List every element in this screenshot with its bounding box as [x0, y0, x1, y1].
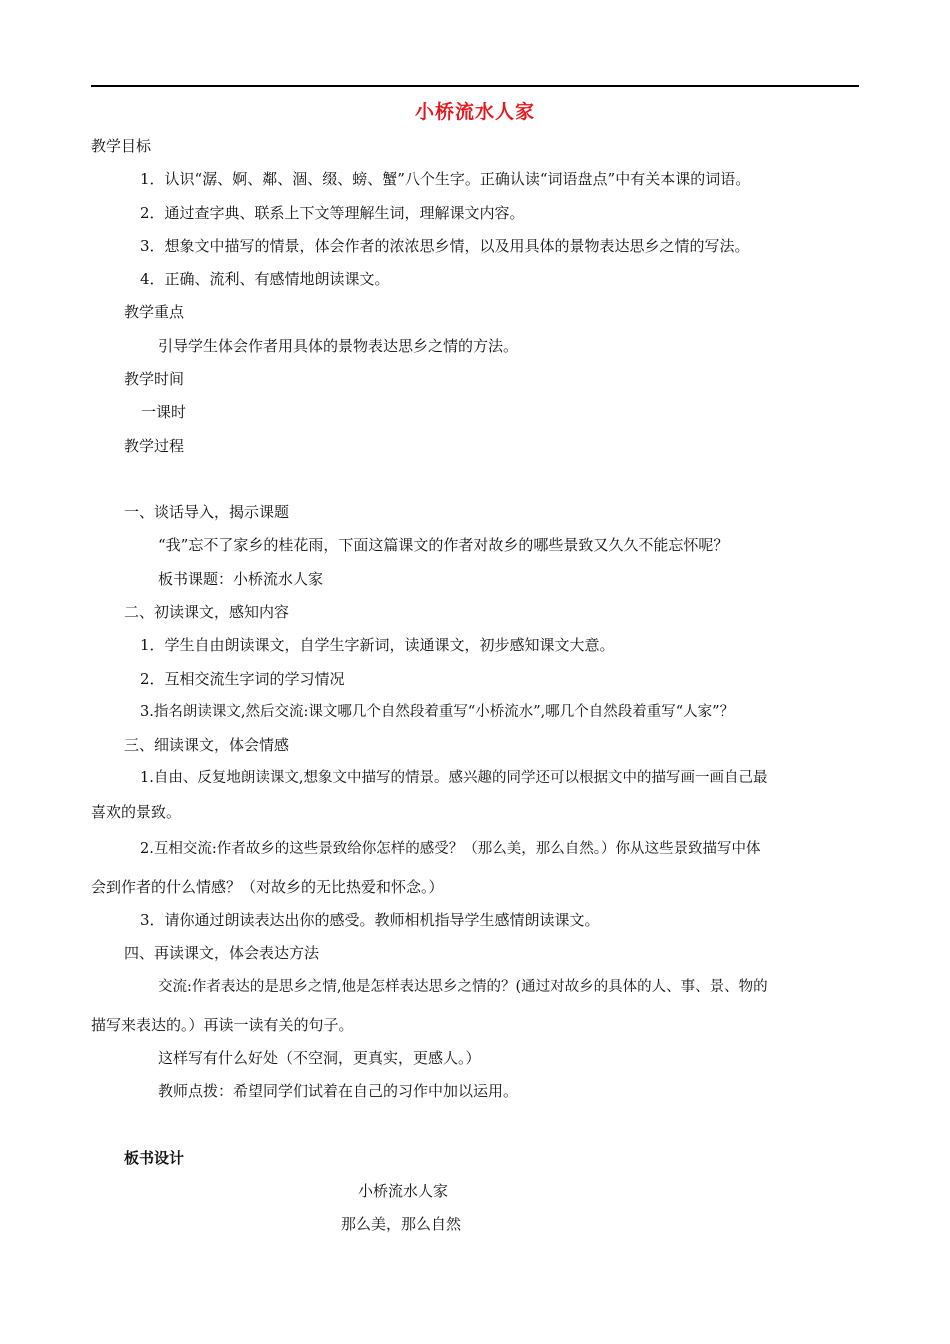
time-text: 一课时: [141, 403, 187, 421]
paragraph: “我”忘不了家乡的桂花雨，下面这篇课文的作者对故乡的哪些景致又久久不能忘怀呢？: [158, 536, 729, 554]
top-rule: [91, 85, 859, 87]
list-item: 3.指名朗读课文,然后交流:课文哪几个自然段着重写“小桥流水”,哪几个自然段着重写“人家”？: [140, 704, 735, 720]
goal-item: 4．正确、流利、有感情地朗读课文。: [140, 270, 390, 288]
paragraph: 这样写有什么好处（不空洞，更真实，更感人。）: [158, 1049, 481, 1067]
paragraph: 2.互相交流:作者故乡的这些景致给你怎样的感受？（那么美，那么自然。）你从这些景致描写中体: [140, 841, 761, 857]
focus-text: 引导学生体会作者用具体的景物表达思乡之情的方法。: [158, 337, 519, 355]
section-heading: 二、初读课文，感知内容: [124, 603, 290, 621]
paragraph: 会到作者的什么情感？（对故乡的无比热爱和怀念。）: [91, 878, 444, 896]
paragraph: 1.自由、反复地朗读课文,想象文中描写的情景。感兴趣的同学还可以根据文中的描写画一画自己最: [140, 770, 768, 786]
board-line: 那么美，那么自然: [341, 1215, 462, 1233]
section-heading: 一、谈话导入，揭示课题: [124, 503, 290, 521]
paragraph: 喜欢的景致。: [91, 803, 182, 821]
list-item: 2．互相交流生字词的学习情况: [140, 670, 345, 688]
goal-item: 1．认识“潺、婀、鄰、涸、缀、螃、蟹”八个生字。正确认读“词语盘点”中有关本课的词语。: [140, 170, 751, 188]
focus-heading: 教学重点: [124, 303, 185, 321]
paragraph: 描写来表达的。）再读一读有关的句子。: [91, 1016, 354, 1034]
section-heading: 三、细读课文，体会情感: [124, 736, 290, 754]
paragraph: 教师点拨：希望同学们试着在自己的习作中加以运用。: [158, 1082, 519, 1100]
page-title: 小桥流水人家: [414, 101, 535, 123]
board-heading: 板书设计: [124, 1149, 185, 1167]
board-line: 小桥流水人家: [358, 1182, 449, 1200]
paragraph: 板书课题：小桥流水人家: [158, 570, 324, 588]
paragraph: 交流:作者表达的是思乡之情,他是怎样表达思乡之情的？(通过对故乡的具体的人、事、景、物的: [158, 979, 768, 995]
paragraph: 3．请你通过朗读表达出你的感受。教师相机指导学生感情朗读课文。: [140, 911, 600, 929]
time-heading: 教学时间: [124, 370, 185, 388]
section-heading: 四、再读课文，体会表达方法: [124, 944, 320, 962]
goals-heading: 教学目标: [91, 137, 152, 155]
process-heading: 教学过程: [124, 437, 185, 455]
goal-item: 2．通过查字典、联系上下文等理解生词，理解课文内容。: [140, 204, 525, 222]
goal-item: 3．想象文中描写的情景，体会作者的浓浓思乡情，以及用具体的景物表达思乡之情的写法。: [140, 237, 750, 255]
list-item: 1．学生自由朗读课文，自学生字新词，读通课文，初步感知课文大意。: [140, 636, 615, 654]
